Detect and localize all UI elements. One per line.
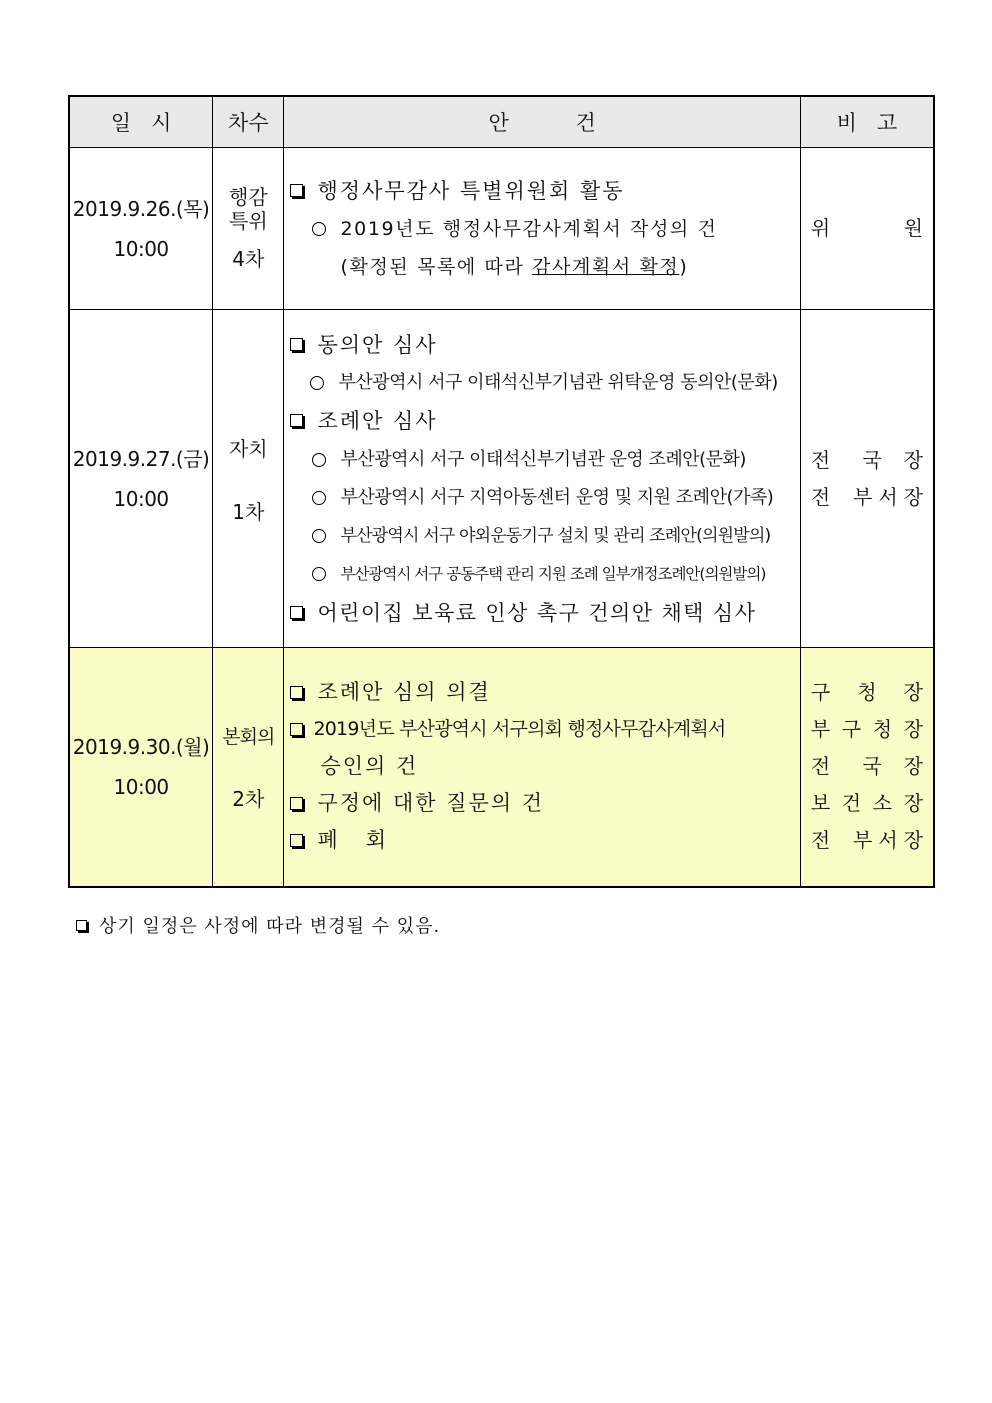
round-cell [213, 310, 284, 648]
list-item [288, 674, 795, 711]
checkbox-bullet-icon [76, 920, 87, 931]
note-char: 부 [853, 484, 873, 509]
agenda-title: 폐 회 [317, 828, 389, 853]
table-row [69, 310, 934, 648]
circle-bullet-icon [312, 453, 326, 467]
circle-bullet-icon [312, 491, 326, 505]
list-item [288, 248, 795, 286]
circle-bullet-icon [312, 529, 326, 543]
time-text: 10:00 [113, 236, 169, 261]
list-item [288, 517, 795, 555]
note-char: 부 [810, 717, 831, 742]
agenda-title-cont: 승인의 건 [320, 754, 419, 779]
agenda-title: 행정사무감사 특별위원회 활동 [317, 178, 625, 203]
circle-bullet-icon [310, 376, 324, 390]
round-line: 특위 [229, 209, 268, 233]
agenda-cell [284, 648, 800, 887]
round-line: 2차 [232, 786, 265, 811]
table-row [69, 148, 934, 310]
footer-text: 상기 일정은 사정에 따라 변경될 수 있음. [99, 916, 441, 937]
checkbox-bullet-icon [290, 834, 303, 847]
agenda-sub: ) [679, 255, 689, 278]
circle-bullet-icon [312, 222, 326, 236]
note-char: 전 [810, 447, 831, 472]
agenda-sub: 부산광역시 서구 공동주택 관리 지원 조례 일부개정조례안(의원발의) [340, 564, 766, 583]
note-char: 국 [862, 754, 882, 779]
note-line [811, 479, 923, 516]
agenda-sub: 부산광역시 서구 이태석신부기념관 위탁운영 동의안(문화) [338, 371, 778, 393]
note-cell [800, 310, 934, 648]
note-line [811, 442, 923, 479]
header-note: 비 고 [800, 96, 934, 148]
agenda-title: 구정에 대한 질문의 건 [317, 791, 545, 816]
list-item [288, 172, 795, 210]
note-char: 전 [810, 828, 831, 853]
agenda-title: 2019년도 부산광역시 서구의회 행정사무감사계획서 [313, 718, 726, 741]
header-agenda: 안 건 [284, 96, 800, 148]
note-char: 청 [872, 717, 893, 742]
table-header-row [69, 96, 934, 148]
note-char: 보 [810, 791, 831, 816]
note-char: 위 [810, 216, 831, 240]
agenda-cell [284, 148, 800, 310]
round-cell [213, 648, 284, 887]
agenda-sub: 2019년도 행정사무감사계획서 작성의 건 [340, 217, 718, 240]
note-char: 소 [872, 791, 893, 816]
note-char: 장 [903, 484, 923, 509]
note-line [811, 711, 923, 748]
note-char: 건 [841, 791, 862, 816]
agenda-title: 조례안 심사 [317, 408, 438, 433]
note-line [811, 674, 923, 711]
agenda-title: 조례안 심의 의결 [317, 680, 491, 705]
header-date: 일 시 [69, 96, 213, 148]
list-item [288, 401, 795, 441]
agenda-title: 어린이집 보육료 인상 촉구 건의안 채택 심사 [317, 600, 757, 625]
note-line [811, 785, 923, 822]
note-char: 장 [903, 717, 923, 742]
list-item [288, 325, 795, 365]
note-char: 구 [841, 717, 862, 742]
date-cell [69, 148, 213, 310]
note-char: 서 [878, 828, 898, 853]
note-char: 구 [810, 680, 831, 705]
note-line [811, 748, 923, 785]
note-char: 부 [853, 828, 873, 853]
note-char: 전 [810, 754, 831, 779]
checkbox-bullet-icon [290, 797, 303, 810]
schedule-table [68, 95, 935, 888]
note-char: 청 [857, 680, 877, 705]
note-char: 장 [903, 791, 923, 816]
note-char: 장 [903, 680, 923, 705]
header-round: 차수 [213, 96, 284, 148]
round-line: 본회의 [222, 725, 275, 748]
checkbox-bullet-icon [290, 414, 303, 427]
date-text: 2019.9.30.(월) [72, 734, 210, 759]
agenda-title: 동의안 심사 [317, 332, 438, 357]
note-char: 원 [903, 216, 923, 240]
date-text: 2019.9.26.(목) [72, 196, 210, 221]
round-line: 1차 [232, 499, 265, 524]
agenda-sub: (확정된 목록에 따라 [340, 255, 533, 278]
agenda-cell [284, 310, 800, 648]
date-cell [69, 310, 213, 648]
round-line: 행감 [229, 185, 268, 209]
list-item [288, 711, 795, 748]
note-line [811, 822, 923, 859]
list-item [288, 210, 795, 248]
round-cell [213, 148, 284, 310]
circle-bullet-icon [312, 567, 326, 581]
note-char: 장 [903, 447, 923, 472]
list-item [288, 479, 795, 517]
note-line [811, 210, 923, 247]
list-item [288, 822, 795, 859]
table-row [69, 648, 934, 887]
round-line: 4차 [232, 247, 265, 271]
round-line: 자치 [229, 436, 268, 461]
time-text: 10:00 [113, 486, 169, 511]
list-item [288, 441, 795, 479]
date-cell [69, 648, 213, 887]
agenda-sub: 부산광역시 서구 이태석신부기념관 운영 조례안(문화) [340, 448, 746, 470]
checkbox-bullet-icon [290, 686, 303, 699]
note-cell [800, 148, 934, 310]
checkbox-bullet-icon [290, 338, 303, 351]
list-item [288, 593, 795, 633]
note-char: 국 [862, 447, 882, 472]
checkbox-bullet-icon [290, 184, 303, 197]
list-item [288, 785, 795, 822]
agenda-sub: 부산광역시 서구 야외운동기구 설치 및 관리 조례안(의원발의) [340, 525, 771, 546]
list-item [288, 748, 795, 785]
checkbox-bullet-icon [290, 606, 303, 619]
note-char: 장 [903, 754, 923, 779]
note-char: 서 [878, 484, 898, 509]
list-item [288, 555, 795, 593]
note-char: 장 [903, 828, 923, 853]
note-char: 전 [810, 484, 831, 509]
footer-note [76, 912, 440, 938]
date-text: 2019.9.27.(금) [72, 446, 210, 471]
agenda-sub-underlined: 감사계획서 확정 [532, 255, 680, 278]
time-text: 10:00 [113, 774, 169, 799]
checkbox-bullet-icon [290, 723, 303, 736]
note-cell [800, 648, 934, 887]
agenda-sub: 부산광역시 서구 지역아동센터 운영 및 지원 조례안(가족) [340, 486, 774, 508]
list-item [288, 365, 795, 401]
